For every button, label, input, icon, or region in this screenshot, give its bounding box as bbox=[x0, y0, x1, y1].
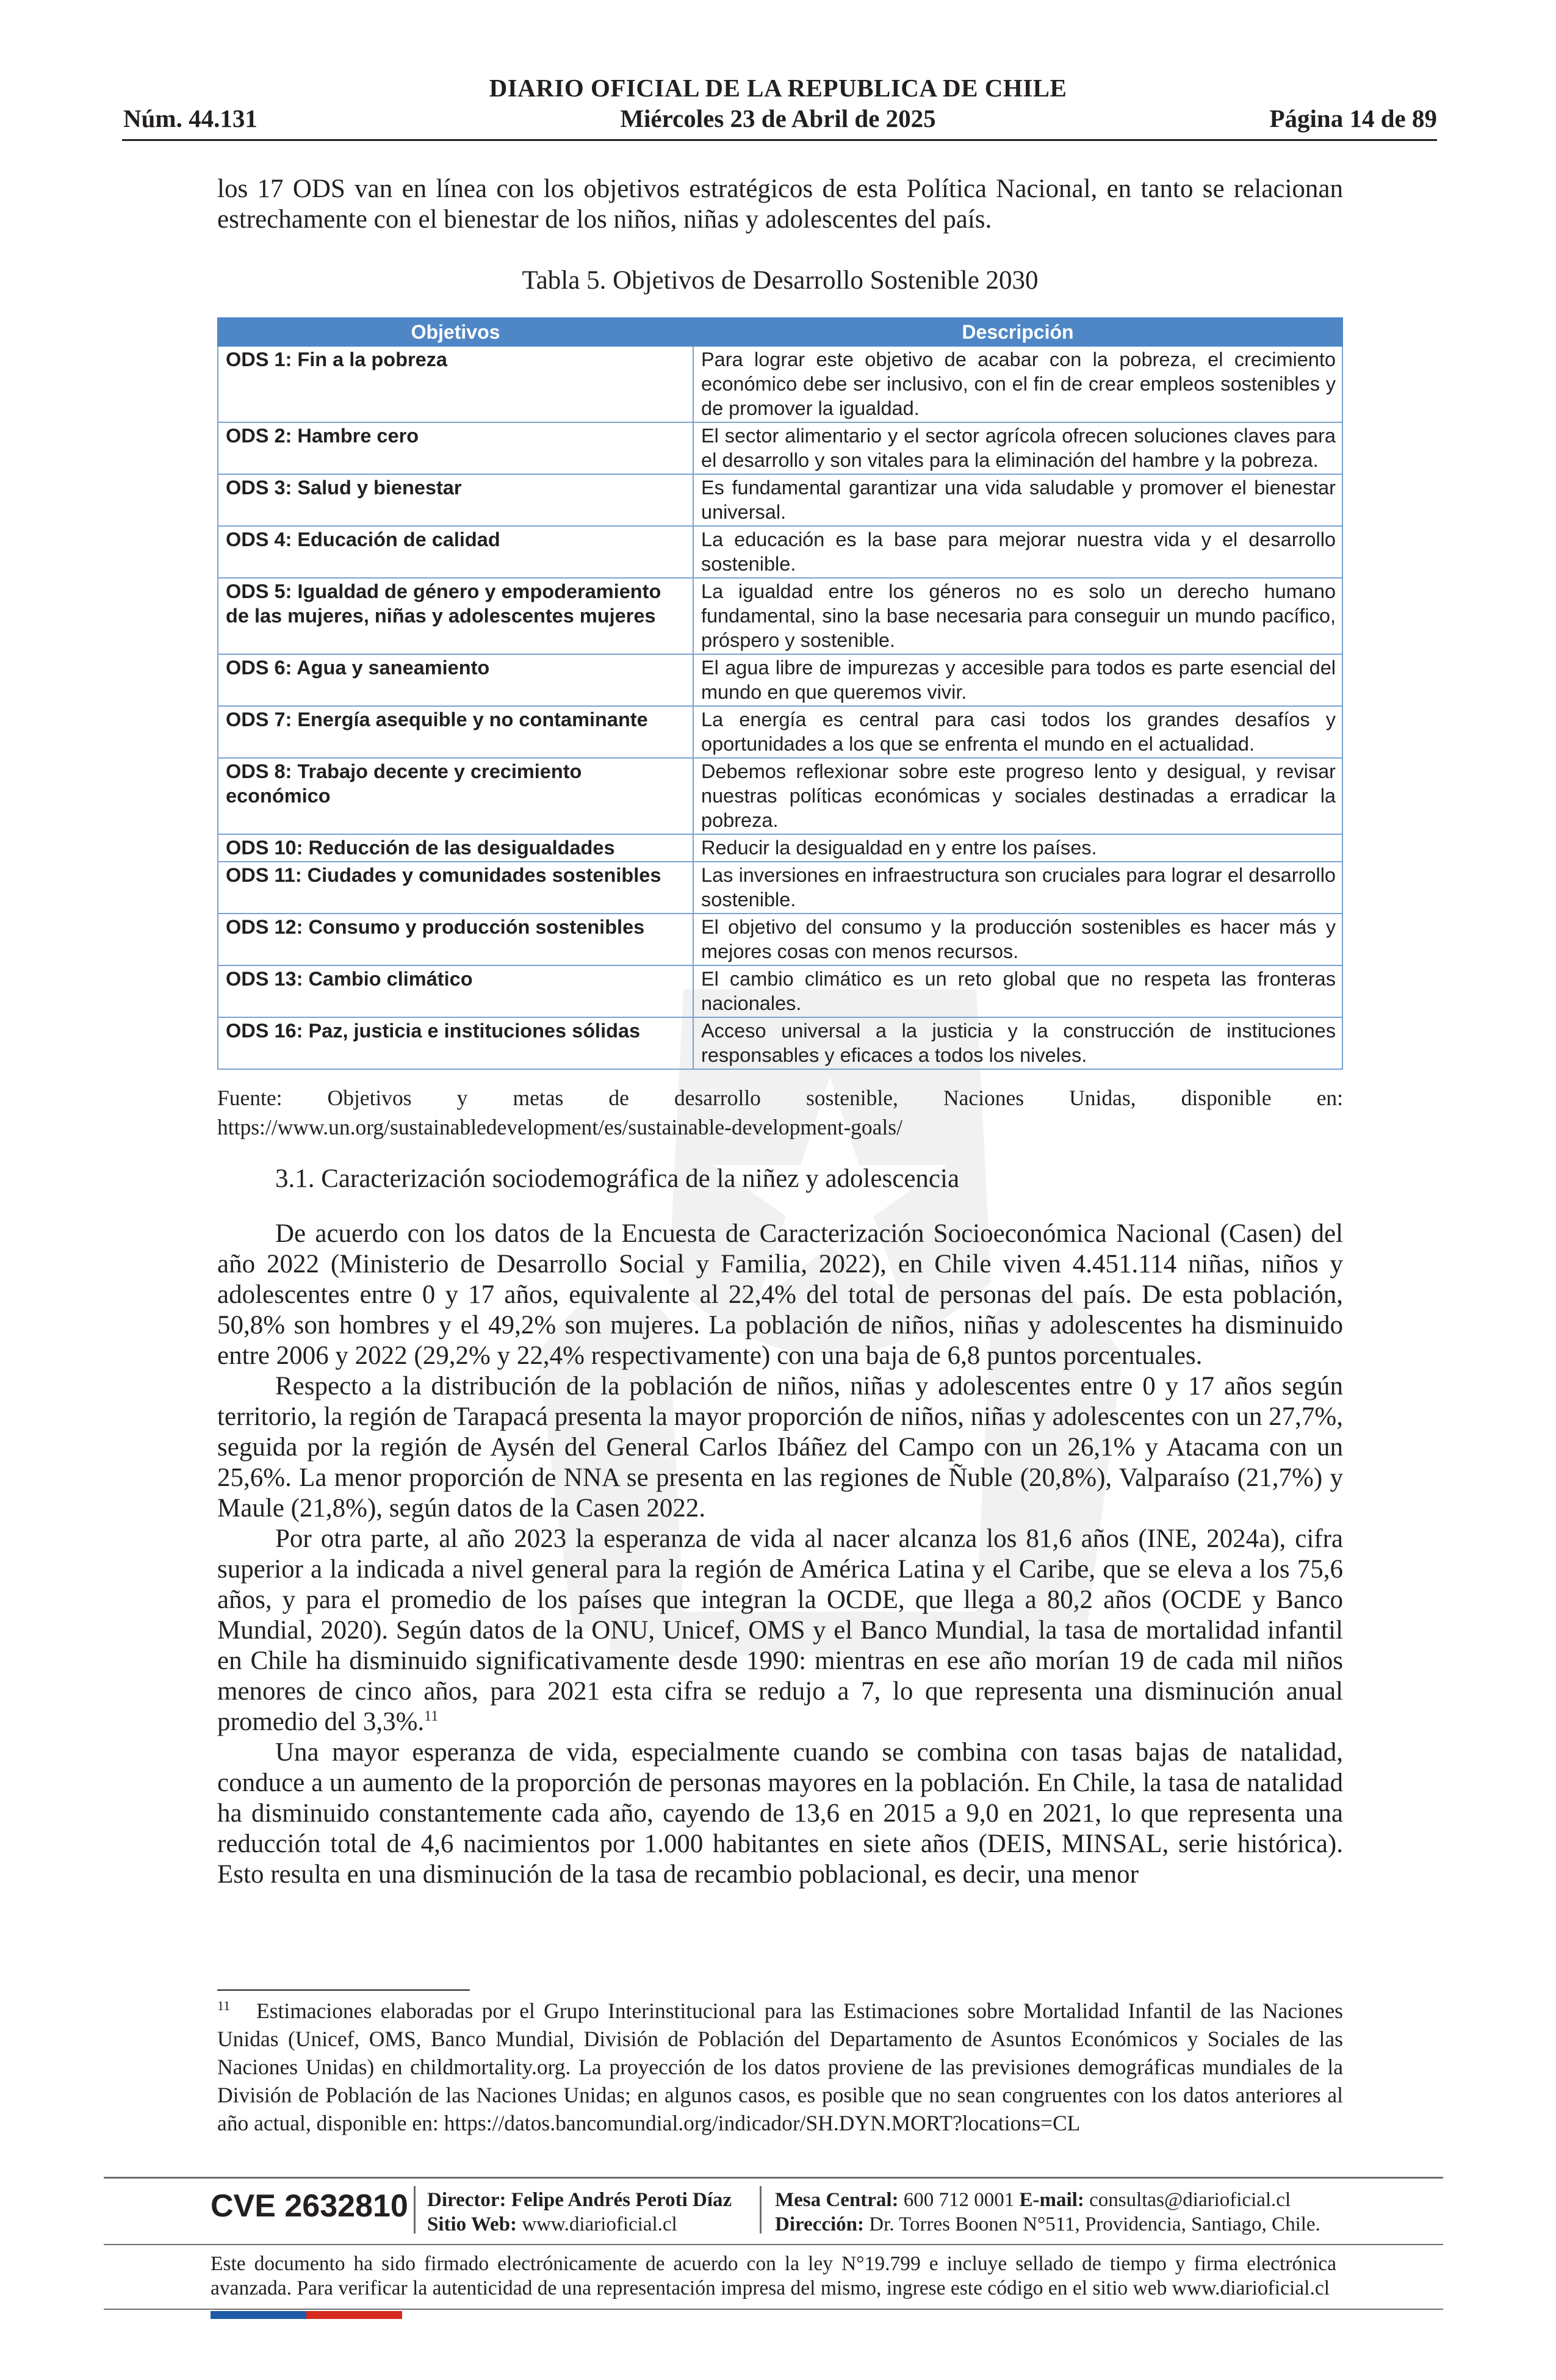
email-link[interactable]: consultas@diarioficial.cl bbox=[1089, 2189, 1291, 2211]
objective-cell: ODS 4: Educación de calidad bbox=[218, 526, 693, 578]
footnote bbox=[217, 1997, 1343, 2137]
body-paragraph bbox=[217, 1524, 1343, 1737]
address-label: Dirección: bbox=[775, 2213, 865, 2235]
site-link[interactable]: www.diarioficial.cl bbox=[522, 2213, 677, 2235]
table-row bbox=[218, 578, 1342, 654]
description-cell: Reducir la desigualdad en y entre los países. bbox=[693, 834, 1342, 862]
footnote-reference: 11 bbox=[424, 1708, 439, 1725]
table-row bbox=[218, 914, 1342, 965]
footer-rule bbox=[104, 2244, 1443, 2245]
objective-cell: ODS 16: Paz, justicia e instituciones sólidas bbox=[218, 1017, 693, 1069]
email-label: E-mail: bbox=[1019, 2189, 1084, 2211]
intro-paragraph: los 17 ODS van en línea con los objetivos estratégicos de esta Política Nacional, en tanto se relacionan estrechamente con el bienestar de los niños, niñas y adolescentes del país. bbox=[217, 175, 1343, 234]
table-row bbox=[218, 422, 1342, 474]
table-row bbox=[218, 965, 1342, 1017]
description-cell: Debemos reflexionar sobre este progreso lento y desigual, y revisar nuestras políticas económicas y sociales destinadas a erradicar la pobreza. bbox=[693, 758, 1342, 834]
phone-number: 600 712 0001 bbox=[903, 2189, 1015, 2211]
body-paragraph: Una mayor esperanza de vida, especialmente cuando se combina con tasas bajas de natalidad, conduce a un aumento de la proporción de personas mayores en la población. En Chile, la tasa de natalidad ha disminuido constantemente cada año, cayendo de 13,6 en 2015 a 9,0 en 2021, lo que representa una reducción total de 4,6 nacimientos por 1.000 habitantes en siete años (DEIS, MINSAL, serie histórica). Esto resulta en una disminución de la tasa de recambio poblacional, es decir, una menor bbox=[217, 1737, 1343, 1889]
legal-notice: Este documento ha sido firmado electrónicamente de acuerdo con la ley N°19.799 e incluye sellado de tiempo y firma electrónica avanzada. Para verificar la autenticidad de una representación impresa del mismo, ingrese este código en el sitio web www.diarioficial.cl bbox=[211, 2252, 1336, 2299]
table-row bbox=[218, 654, 1342, 706]
footer-separator bbox=[414, 2186, 416, 2234]
objective-cell: ODS 10: Reducción de las desigualdades bbox=[218, 834, 693, 862]
director-name: Felipe Andrés Peroti Díaz bbox=[511, 2189, 732, 2211]
table-row bbox=[218, 862, 1342, 914]
description-cell: El cambio climático es un reto global que no respeta las fronteras nacionales. bbox=[693, 965, 1342, 1017]
footer-contact-block bbox=[775, 2188, 1320, 2237]
address-text: Dr. Torres Boonen N°511, Providencia, Santiago, Chile. bbox=[869, 2213, 1320, 2235]
objective-cell: ODS 3: Salud y bienestar bbox=[218, 474, 693, 526]
body-paragraph-text: Por otra parte, al año 2023 la esperanza de vida al nacer alcanza los 81,6 años (INE, 2024a), cifra superior a la indicada a nivel general para la región de América Latina y el Caribe, que se eleva a los 75,6 años, y para el promedio de los países que integran la OCDE, que llega a 80,2 años (OCDE y Banco Mundial, 2020). Según datos de la ONU, Unicef, OMS y el Banco Mundial, la tasa de mortalidad infantil en Chile ha disminuido significativamente desde 1990: mientras en ese año morían 19 de cada mil niños menores de cinco años, para 2021 esta cifra se redujo a 7, lo que representa una disminución anual promedio del 3,3%. bbox=[217, 1524, 1343, 1736]
description-cell: La educación es la base para mejorar nuestra vida y el desarrollo sostenible. bbox=[693, 526, 1342, 578]
objective-cell: ODS 6: Agua y saneamiento bbox=[218, 654, 693, 706]
table-row bbox=[218, 346, 1342, 422]
objective-cell: ODS 2: Hambre cero bbox=[218, 422, 693, 474]
objective-cell: ODS 5: Igualdad de género y empoderamiento de las mujeres, niñas y adolescentes mujeres bbox=[218, 578, 693, 654]
cve-code: CVE 2632810 bbox=[211, 2188, 408, 2224]
objective-cell: ODS 12: Consumo y producción sostenibles bbox=[218, 914, 693, 965]
body-paragraph: Respecto a la distribución de la población de niños, niñas y adolescentes entre 0 y 17 años según territorio, la región de Tarapacá presenta la mayor proporción de niños, niñas y adolescentes con un 27,7%, seguida por la región de Aysén del General Carlos Ibáñez del Campo con un 26,1% y Atacama con un 25,6%. La menor proporción de NNA se presenta en las regiones de Ñuble (20,8%), Valparaíso (21,7%) y Maule (21,8%), según datos de la Casen 2022. bbox=[217, 1371, 1343, 1523]
objective-cell: ODS 7: Energía asequible y no contaminante bbox=[218, 706, 693, 758]
issue-number: Núm. 44.131 bbox=[123, 104, 258, 132]
page-body bbox=[217, 174, 1343, 1890]
table-row bbox=[218, 526, 1342, 578]
flag-stripe-red bbox=[306, 2311, 402, 2319]
flag-stripe-blue bbox=[211, 2311, 306, 2319]
footer-rule bbox=[104, 2309, 1443, 2310]
body-paragraph: De acuerdo con los datos de la Encuesta de Caracterización Socioeconómica Nacional (Casen) del año 2022 (Ministerio de Desarrollo Social y Familia, 2022), en Chile viven 4.451.114 niñas, niños y adolescentes entre 0 y 17 años, equivalente al 22,4% del total de personas del país. De esta población, 50,8% son hombres y el 49,2% son mujeres. La población de niños, niñas y adolescentes ha disminuido entre 2006 y 2022 (29,2% y 22,4% respectivamente) con una baja de 6,8 puntos porcentuales. bbox=[217, 1219, 1343, 1370]
description-cell: El objetivo del consumo y la producción sostenibles es hacer más y mejores cosas con menos recursos. bbox=[693, 914, 1342, 965]
description-cell: La energía es central para casi todos los grandes desafíos y oportunidades a los que se enfrenta el mundo en el actualidad. bbox=[693, 706, 1342, 758]
table-row bbox=[218, 706, 1342, 758]
table-source: Fuente: Objetivos y metas de desarrollo sostenible, Naciones Unidas, disponible en: https://www.un.org/sustainabledevelopment/es/sustainable-development-goals/ bbox=[217, 1086, 1343, 1139]
header-objectives: Objetivos bbox=[218, 318, 693, 346]
footer-separator bbox=[760, 2186, 762, 2234]
table-row bbox=[218, 758, 1342, 834]
description-cell: Es fundamental garantizar una vida saludable y promover el bienestar universal. bbox=[693, 474, 1342, 526]
header-rule bbox=[122, 139, 1437, 141]
description-cell: Para lograr este objetivo de acabar con la pobreza, el crecimiento económico debe ser inclusivo, con el fin de crear empleos sostenibles y de promover la igualdad. bbox=[693, 346, 1342, 422]
description-cell: Acceso universal a la justicia y la construcción de instituciones responsables y eficaces a todos los niveles. bbox=[693, 1017, 1342, 1069]
director-label: Director: bbox=[427, 2189, 506, 2211]
ods-table bbox=[217, 317, 1343, 1070]
table-row bbox=[218, 834, 1342, 862]
table-header-row bbox=[218, 318, 1342, 346]
header-description: Descripción bbox=[693, 318, 1342, 346]
section-heading: 3.1. Caracterización sociodemográfica de la niñez y adolescencia bbox=[275, 1164, 960, 1193]
journal-title: DIARIO OFICIAL DE LA REPUBLICA DE CHILE bbox=[489, 74, 1067, 102]
footer-rule bbox=[104, 2177, 1443, 2179]
footnote-rule bbox=[217, 1989, 470, 1991]
description-cell: Las inversiones en infraestructura son cruciales para lograr el desarrollo sostenible. bbox=[693, 862, 1342, 914]
description-cell: El sector alimentario y el sector agrícola ofrecen soluciones claves para el desarrollo y son vitales para la eliminación del hambre y la pobreza. bbox=[693, 422, 1342, 474]
footer-director-block bbox=[427, 2188, 732, 2237]
table-row bbox=[218, 474, 1342, 526]
objective-cell: ODS 1: Fin a la pobreza bbox=[218, 346, 693, 422]
site-label: Sitio Web: bbox=[427, 2213, 517, 2235]
footnote-number: 11 bbox=[217, 1998, 231, 2014]
table-row bbox=[218, 1017, 1342, 1069]
description-cell: La igualdad entre los géneros no es solo un derecho humano fundamental, sino la base necesaria para conseguir un mundo pacífico, próspero y sostenible. bbox=[693, 578, 1342, 654]
objective-cell: ODS 13: Cambio climático bbox=[218, 965, 693, 1017]
phone-label: Mesa Central: bbox=[775, 2189, 899, 2211]
description-cell: El agua libre de impurezas y accesible para todos es parte esencial del mundo en que queremos vivir. bbox=[693, 654, 1342, 706]
page-number: Página 14 de 89 bbox=[1269, 104, 1437, 132]
objective-cell: ODS 8: Trabajo decente y crecimiento económico bbox=[218, 758, 693, 834]
table-caption: Tabla 5. Objetivos de Desarrollo Sostenible 2030 bbox=[522, 266, 1039, 295]
objective-cell: ODS 11: Ciudades y comunidades sostenibles bbox=[218, 862, 693, 914]
footnote-text: Estimaciones elaboradas por el Grupo Interinstitucional para las Estimaciones sobre Mortalidad Infantil de las Naciones Unidas (Unicef, OMS, Banco Mundial, División de Población del Departamento de Asuntos Económicos y Sociales de las Naciones Unidas) en childmortality.org. La proyección de los datos proviene de las previsiones demográficas mundiales de la División de Población de las Naciones Unidas; en algunos casos, es posible que no sean congruentes con los datos anteriores al año actual, disponible en: https://datos.bancomundial.org/indicador/SH.DYN.MORT?locations=CL bbox=[217, 1999, 1344, 2135]
issue-date: Miércoles 23 de Abril de 2025 bbox=[620, 104, 936, 132]
